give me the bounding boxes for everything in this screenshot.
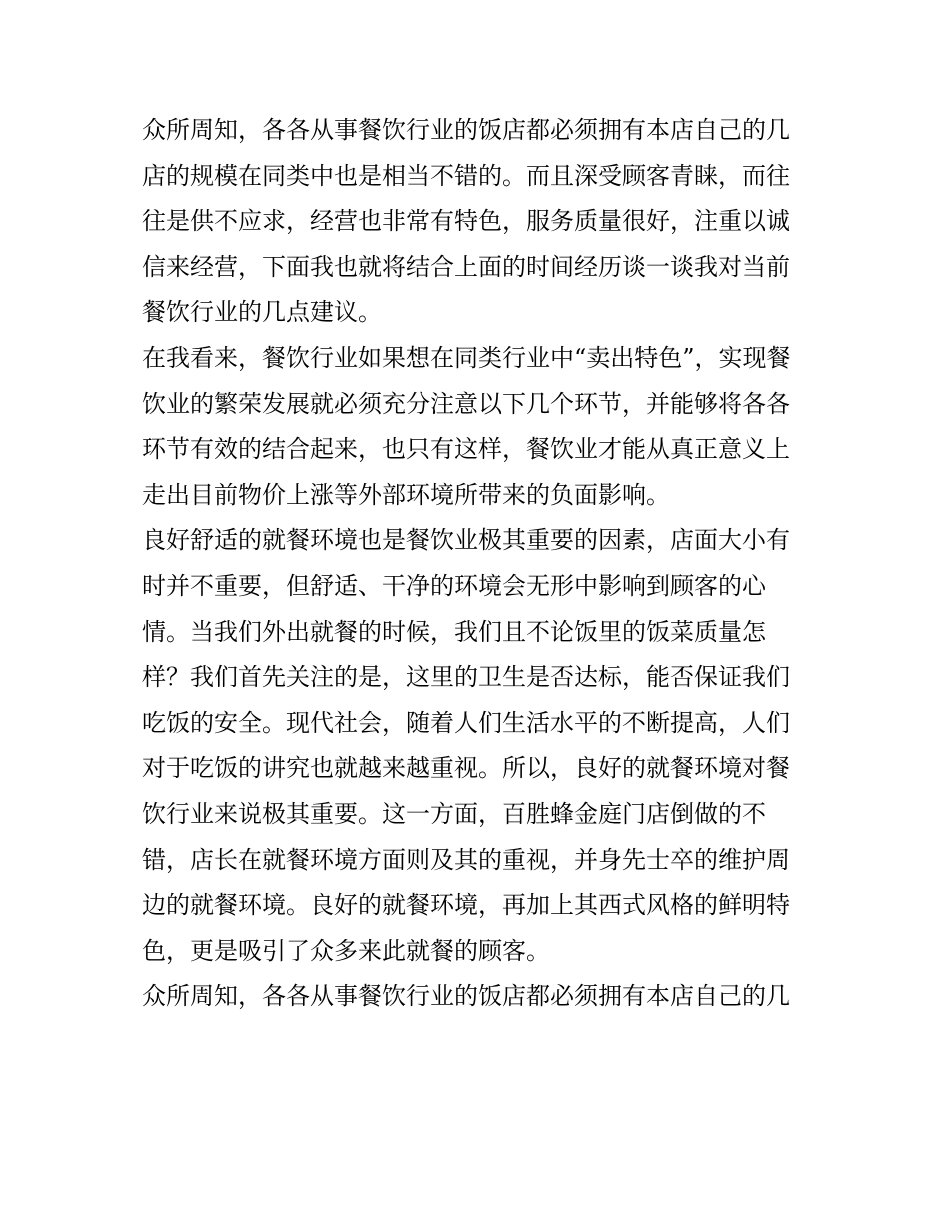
paragraph-2 [142, 336, 814, 518]
text-line: 走出目前物价上涨等外部环境所带来的负面影响。 [142, 480, 670, 509]
text-line: 店的规模在同类中也是相当不错的。而且深受顾客青睐，而往 [142, 161, 790, 190]
paragraph-1 [142, 108, 814, 336]
text-line: 样？我们首先关注的是，这里的卫生是否达标，能否保证我们 [142, 663, 790, 692]
text-line: 错，店长在就餐环境方面则及其的重视，并身先士卒的维护周 [142, 845, 790, 874]
text-line: 在我看来，餐饮行业如果想在同类行业中“卖出特色”，实现餐 [142, 343, 791, 372]
text-line: 良好舒适的就餐环境也是餐饮业极其重要的因素，店面大小有 [142, 526, 790, 555]
text-line: 饮行业来说极其重要。这一方面，百胜蜂金庭门店倒做的不 [142, 799, 766, 828]
text-line: 往是供不应求，经营也非常有特色，服务质量很好，注重以诚 [142, 207, 790, 236]
text-line: 众所周知，各各从事餐饮行业的饭店都必须拥有本店自己的几 [142, 116, 790, 144]
text-line: 饮业的繁荣发展就必须充分注意以下几个环节，并能够将各各 [142, 389, 790, 418]
text-line: 情。当我们外出就餐的时候，我们且不论饭里的饭菜质量怎 [142, 617, 766, 646]
paragraph-3 [142, 518, 814, 974]
paragraph-4 [142, 974, 814, 1020]
text-line: 时并不重要，但舒适、干净的环境会无形中影响到顾客的心 [142, 571, 766, 600]
text-line: 众所周知，各各从事餐饮行业的饭店都必须拥有本店自己的几 [142, 982, 790, 1011]
text-line: 环节有效的结合起来，也只有这样，餐饮业才能从真正意义上 [142, 435, 790, 464]
text-line: 餐饮行业的几点建议。 [142, 298, 382, 327]
text-line: 边的就餐环境。良好的就餐环境，再加上其西式风格的鲜明特 [142, 891, 790, 920]
document-body [142, 108, 814, 1020]
text-line: 信来经营，下面我也就将结合上面的时间经历谈一谈我对当前 [142, 252, 790, 281]
text-line: 对于吃饭的讲究也就越来越重视。所以，良好的就餐环境对餐 [142, 754, 790, 783]
text-line: 色，更是吸引了众多来此就餐的顾客。 [142, 936, 550, 965]
text-line: 吃饭的安全。现代社会，随着人们生活水平的不断提高，人们 [142, 708, 790, 737]
